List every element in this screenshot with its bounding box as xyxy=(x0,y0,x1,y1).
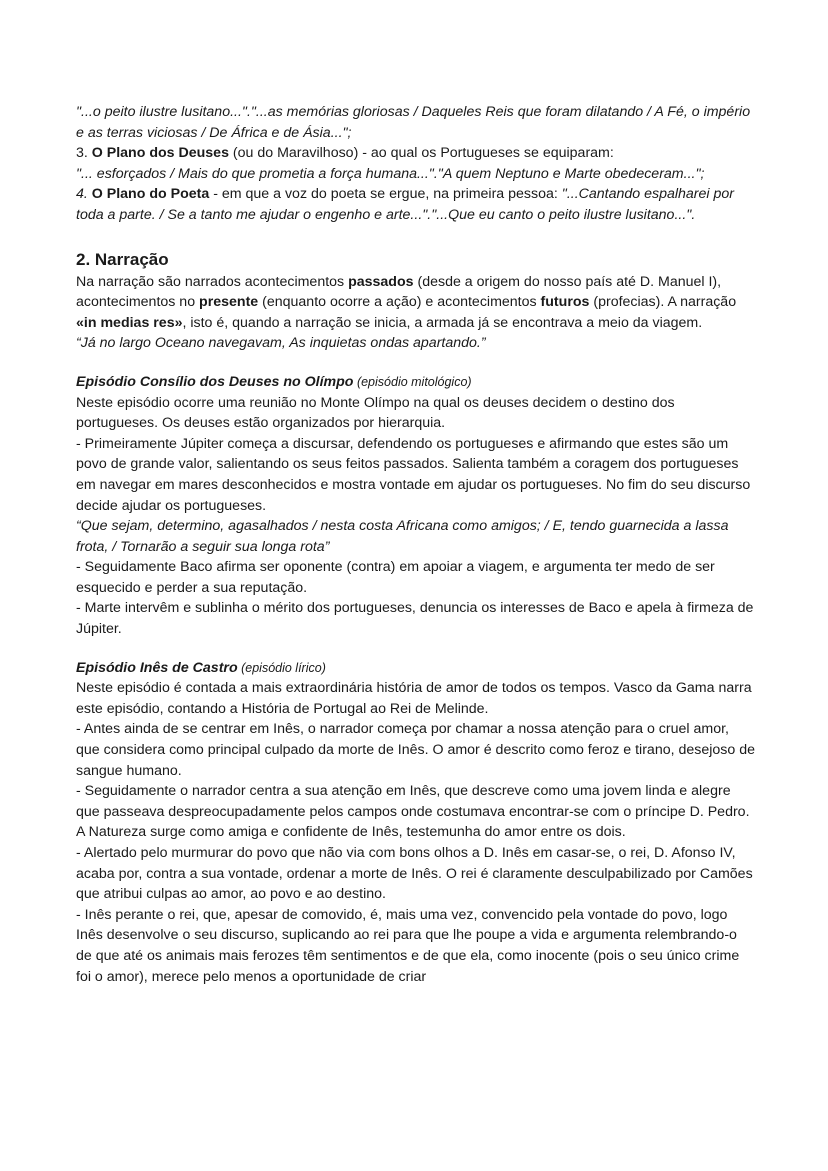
narracao-paragraph xyxy=(76,272,756,334)
document-page xyxy=(76,102,756,987)
bold-text: futuros xyxy=(540,294,590,311)
consilio-quote: “Que sejam, determino, agasalhados / nesta costa Africana como amigos; / E, tendo guarnecida a lassa frota, / Tornarão a seguir sua longa rota” xyxy=(76,518,729,555)
ines-paragraph-1: Neste episódio é contada a mais extraordinária história de amor de todos os tempos. Vasco da Gama narra este episódio, contando a História de Portugal ao Rei de Melinde. xyxy=(76,680,752,717)
plano-deuses-item xyxy=(76,143,756,164)
consilio-paragraph-3: - Seguidamente Baco afirma ser oponente (contra) em apoiar a viagem, e argumenta ter medo de ser esquecido e perder a sua reputação. xyxy=(76,559,715,596)
consilio-paragraph-1: Neste episódio ocorre uma reunião no Monte Olímpo na qual os deuses decidem o destino dos portugueses. Os deuses estão organizados por hierarquia. xyxy=(76,394,675,432)
item-text: - em que a voz do poeta se ergue, na primeira pessoa: xyxy=(209,186,562,203)
ines-paragraph-4: - Alertado pelo murmurar do povo que não via com bons olhos a D. Inês em casar-se, o rei, D. Afonso IV, acaba por, contra a sua vontade, ordenar a morte de Inês. O rei é claramente desculpabilizado por Camões que atribui culpas ao amor, ao povo e ao destino. xyxy=(76,845,753,903)
ines-paragraph-3: - Seguidamente o narrador centra a sua atenção em Inês, que descreve como uma jovem linda e alegre que passeava despreocupadamente pelos campos onde costumava encontrar-se com o príncipe D. Pedro. A Natureza surge como amiga e confidente de Inês, testemunha do amor entre os dois. xyxy=(76,783,750,841)
episode-type: (episódio lírico) xyxy=(237,660,326,675)
item-quote: "...Cantando espalharei por toda a parte. / Se a tanto me ajudar o engenho e arte..."."...Que eu canto o peito ilustre lusitano...". xyxy=(76,186,735,223)
bold-text: «in medias res» xyxy=(76,314,183,331)
text: (desde a origem do nosso país até D. Manuel I), acontecimentos no xyxy=(76,273,722,311)
consilio-paragraph-4: - Marte intervêm e sublinha o mérito dos portugueses, denuncia os interesses de Baco e apela à firmeza de Júpiter. xyxy=(76,600,754,638)
section-heading: 2. Narração xyxy=(76,249,169,269)
item-title: O Plano dos Deuses xyxy=(91,145,229,162)
episode-name: Episódio Consílio dos Deuses no Olímpo xyxy=(76,373,354,390)
episode-type: (episódio mitológico) xyxy=(353,374,472,389)
item-title: O Plano do Poeta xyxy=(91,186,210,203)
narracao-quote: “Já no largo Oceano navegavam, As inquietas ondas apartando.” xyxy=(76,335,486,352)
plano-poeta-item xyxy=(76,184,756,225)
ines-paragraph-5: - Inês perante o rei, que, apesar de comovido, é, mais uma vez, convencido pela vontade do povo, logo Inês desenvolve o seu discurso, suplicando ao rei para que lhe poupe a vida e argumenta relembrando-o de que até os animais mais ferozes têm sentimentos e de que ela, como inocente (pois o seu único crime foi o amor), merece pelo menos a oportunidade de criar xyxy=(76,906,740,985)
consilio-paragraph-2: - Primeiramente Júpiter começa a discursar, defendendo os portugueses e afirmando que estes são um povo de grande valor, salientando os seus feitos passados. Salienta também a coragem dos portugueses em navegar em mares desconhecidos e mostra vontade em ajudar os portugueses. No fim do seu discurso decide ajudar os portugueses. xyxy=(76,435,751,514)
episode-title-consilio xyxy=(76,372,756,393)
bold-text: presente xyxy=(199,294,259,311)
ines-paragraph-2: - Antes ainda de se centrar em Inês, o narrador começa por chamar a nossa atenção para o cruel amor, que considera como principal culpado da morte de Inês. O amor é descrito como feroz e tirano, desejoso de sangue humano. xyxy=(76,721,756,779)
item-number: 4. xyxy=(76,186,92,203)
item-text: (ou do Maravilhoso) - ao qual os Portugueses se equiparam: xyxy=(228,145,614,162)
planos-quote: "...o peito ilustre lusitano..."."...as memórias gloriosas / Daqueles Reis que foram dilatando / A Fé, o império e as terras viciosas / De África e de Ásia..."; xyxy=(76,104,751,141)
episode-name: Episódio Inês de Castro xyxy=(76,659,238,676)
plano-deuses-quote: "... esforçados / Mais do que prometia a força humana..."."A quem Neptuno e Marte obedeceram..."; xyxy=(76,165,705,182)
item-number: 3. xyxy=(76,145,92,162)
text: (profecias). A narração xyxy=(589,294,737,311)
text: (enquanto ocorre a ação) e acontecimentos xyxy=(258,294,541,311)
episode-title-ines xyxy=(76,658,756,679)
text: , isto é, quando a narração se inicia, a armada já se encontrava a meio da viagem. xyxy=(182,314,703,331)
text: Na narração são narrados acontecimentos xyxy=(76,273,349,290)
bold-text: passados xyxy=(348,273,414,290)
